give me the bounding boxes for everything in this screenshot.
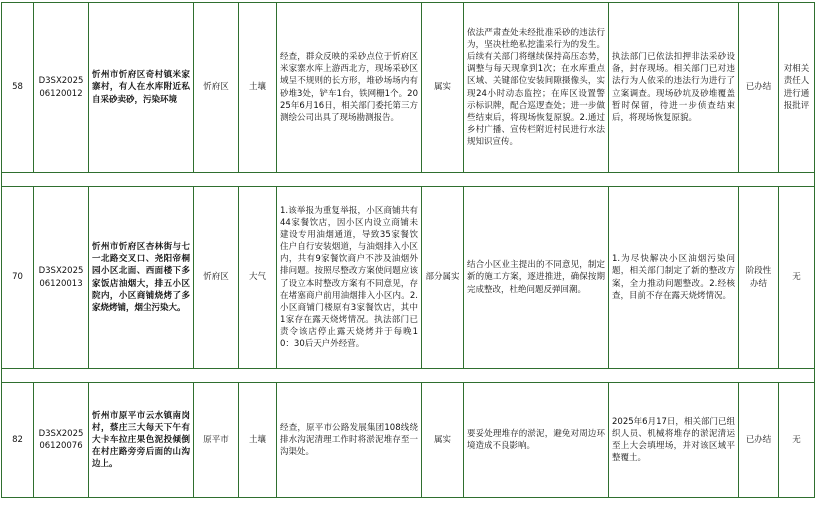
row-survey: 经查，群众反映的采砂点位于忻府区米家寨水库上游西北方，现场采砂区域呈不规则的长方形，堆砂场场内有砂堆3处，铲车1台，铁网栅1个。2025年6月16日，相关部门委托第三方测绘公司出具了现场勘测报告。 (277, 3, 422, 173)
row-index: 70 (2, 187, 34, 369)
row-description: 忻州市忻府区杏林街与七一北路交叉口、尧阳帝桐园小区北面、西面楼下多家饭店油烟大，排五小区院内，小区商铺烧烤了多家烧烤铺，烟尘污染大。 (89, 187, 194, 369)
row-pollution-type: 大气 (239, 187, 277, 369)
row-description: 忻州市忻府区奇村镇米家寨村，有人在水库附近私自采砂卖砂，污染环境 (89, 3, 194, 173)
row-done-status: 已办结 (739, 3, 779, 173)
complaint-handling-table (1, 2, 815, 498)
row-result: 1.为尽快解决小区油烟污染问题，相关部门制定了新的整改方案，全力推动问题整改。2.经核查，目前不存在露天烧烤情况。 (609, 187, 739, 369)
row-gap-cell (2, 173, 815, 187)
row-result: 执法部门已依法扣押非法采砂设备，封存现场。相关部门已对违法行为人依采的违法行为进行了立案调查。现场砂坑及砂堆覆盖暂时保留，待进一步侦查结束后，将现场恢复原貌。 (609, 3, 739, 173)
row-note: 无 (779, 383, 815, 498)
row-district: 忻府区 (194, 3, 239, 173)
row-note: 无 (779, 187, 815, 369)
row-code: D3SX202506120076 (34, 383, 89, 498)
row-pollution-type: 土壤 (239, 383, 277, 498)
row-result: 2025年6月17日，相关部门已组织人员、机械将堆存的淤泥清运至上大会填埋场，并对该区域平整覆土。 (609, 383, 739, 498)
row-index: 58 (2, 3, 34, 173)
row-gap (2, 369, 815, 383)
row-truth: 属实 (422, 383, 464, 498)
row-truth: 属实 (422, 3, 464, 173)
row-truth: 部分属实 (422, 187, 464, 369)
table-row (2, 383, 815, 498)
row-handling: 结合小区业主提出的不同意见，制定新的施工方案，逐进推进，确保按期完成整改，杜绝问题反弹回潮。 (464, 187, 609, 369)
row-district: 忻府区 (194, 187, 239, 369)
row-survey: 经查，原平市公路发展集团108线绕排水沟泥清理工作时将淤泥堆存至一沟渠处。 (277, 383, 422, 498)
row-note: 对相关责任人进行通报批评 (779, 3, 815, 173)
row-survey: 1.该举报为重复举报，小区商铺共有44家餐饮店，因小区内设立商铺未建设专用油烟通道，导致35家餐饮住户自行安装烟道，与油烟排入小区内，共有9家餐饮商户不涉及油烟外排问题。按照尽整改方案使问题应该了设立本时整改方案有不同意见，存在堵塞商户前用油烟排入小区内。2.小区商铺门楼原有3家餐饮店，其中1家存在露天烧烤情况。执法部门已责令该店停止露天烧烤并于每晚10：30后天户外经营。 (277, 187, 422, 369)
row-done-status: 已办结 (739, 383, 779, 498)
row-pollution-type: 土壤 (239, 3, 277, 173)
row-done-status: 阶段性办结 (739, 187, 779, 369)
row-code: D3SX202506120013 (34, 187, 89, 369)
table-row (2, 187, 815, 369)
table-row (2, 3, 815, 173)
row-handling: 要妥处理堆存的淤泥，避免对周边环境造成不良影响。 (464, 383, 609, 498)
row-district: 原平市 (194, 383, 239, 498)
row-index: 82 (2, 383, 34, 498)
row-gap (2, 173, 815, 187)
row-code: D3SX202506120012 (34, 3, 89, 173)
row-handling: 依法严肃查处未经批准采砂的违法行为，坚决杜绝私挖滥采行为的发生。后续有关部门将继续保持高压态势，调整与每天现拿到1次；在水库重点区域、关键部位安装间隙摄像头，实现24小时动态监控；在库区设置警示标识牌，配合巡逻查处；进一步做些结束后，将现场恢复原貌。2.通过乡村广播、宣传栏附近村民进行水法规知识宣传。 (464, 3, 609, 173)
row-description: 忻州市原平市云水镇南岗村，蔡庄三大每天下午有大卡车拉庄果色泥投倾倒在村庄路旁旁后面的山沟边上。 (89, 383, 194, 498)
row-gap-cell (2, 369, 815, 383)
